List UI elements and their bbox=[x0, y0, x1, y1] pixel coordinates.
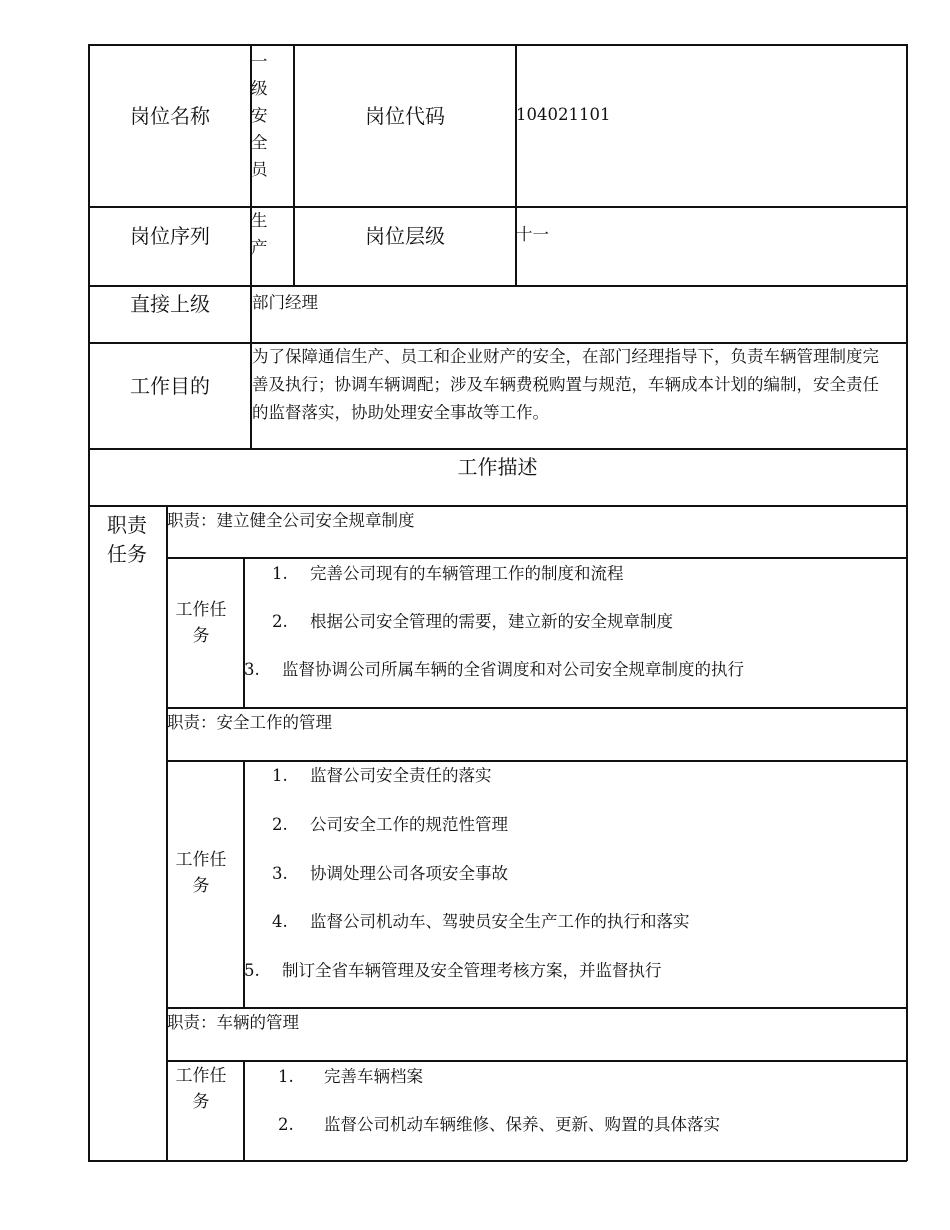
task-text: 协调处理公司各项安全事故 bbox=[310, 864, 508, 883]
supervisor-value: 部门经理 bbox=[252, 293, 318, 312]
task-label: 工作任务 bbox=[175, 850, 227, 896]
duty-title: 职责：车辆的管理 bbox=[167, 1013, 299, 1032]
task-item bbox=[272, 562, 624, 586]
col-divider bbox=[515, 44, 517, 286]
task-number: 4. bbox=[272, 912, 288, 931]
duty-title: 职责：建立健全公司安全规章制度 bbox=[167, 511, 415, 530]
post-level-value: 十一 bbox=[516, 225, 549, 244]
task-text: 监督公司机动车辆维修、保养、更新、购置的具体落实 bbox=[324, 1115, 720, 1134]
task-item bbox=[272, 764, 492, 788]
post-code-value: 104021101 bbox=[516, 105, 611, 124]
supervisor-label: 直接上级 bbox=[130, 292, 210, 316]
task-number: 1. bbox=[272, 564, 288, 583]
task-number: 5. bbox=[244, 961, 260, 980]
purpose-value: 为了保障通信生产、员工和企业财产的安全，在部门经理指导下，负责车辆管理制度完善及执行；协调车辆调配；涉及车辆费税购置与规范，车辆成本计划的编制，安全责任的监督落实，协助处理安全事故等工作。 bbox=[252, 347, 879, 422]
task-text: 完善车辆档案 bbox=[324, 1067, 423, 1086]
table-border-bottom bbox=[88, 1160, 907, 1162]
col-divider bbox=[243, 557, 245, 708]
post-series-label: 岗位序列 bbox=[130, 224, 210, 248]
table-border-top bbox=[88, 44, 907, 46]
task-item bbox=[278, 1065, 423, 1089]
row-divider bbox=[166, 557, 907, 559]
post-code-label: 岗位代码 bbox=[365, 104, 445, 128]
col-divider bbox=[166, 505, 168, 1161]
task-number: 1. bbox=[278, 1067, 294, 1086]
post-name-value: 一级安全员 bbox=[251, 52, 268, 179]
duties-label: 职责任务 bbox=[107, 513, 147, 566]
post-level-label: 岗位层级 bbox=[365, 224, 445, 248]
task-item bbox=[272, 813, 508, 837]
table-border-left bbox=[88, 44, 90, 1161]
task-label: 工作任务 bbox=[175, 600, 227, 646]
task-item bbox=[272, 910, 690, 934]
row-divider bbox=[166, 760, 907, 762]
task-text: 公司安全工作的规范性管理 bbox=[310, 815, 508, 834]
col-divider bbox=[243, 1060, 245, 1161]
row-divider bbox=[88, 285, 907, 287]
task-item bbox=[278, 1113, 720, 1137]
task-number: 2. bbox=[272, 815, 288, 834]
purpose-label: 工作目的 bbox=[130, 374, 210, 398]
task-item bbox=[272, 610, 673, 634]
task-item bbox=[244, 959, 662, 983]
post-series-value: 生产 bbox=[251, 211, 268, 257]
task-text: 监督协调公司所属车辆的全省调度和对公司安全规章制度的执行 bbox=[282, 660, 744, 679]
duty-title: 职责：安全工作的管理 bbox=[167, 713, 332, 732]
task-text: 根据公司安全管理的需要，建立新的安全规章制度 bbox=[310, 612, 673, 631]
task-number: 3. bbox=[244, 660, 260, 679]
col-divider bbox=[293, 44, 295, 286]
task-number: 3. bbox=[272, 864, 288, 883]
row-divider bbox=[88, 206, 907, 208]
row-divider bbox=[88, 448, 907, 450]
section-title: 工作描述 bbox=[457, 455, 538, 479]
post-name-label: 岗位名称 bbox=[130, 104, 210, 128]
task-item bbox=[244, 658, 744, 682]
row-divider bbox=[166, 1060, 907, 1062]
task-text: 制订全省车辆管理及安全管理考核方案，并监督执行 bbox=[282, 961, 662, 980]
task-text: 监督公司安全责任的落实 bbox=[310, 766, 492, 785]
table-border-right bbox=[906, 44, 908, 1161]
task-number: 2. bbox=[278, 1115, 294, 1134]
task-label: 工作任务 bbox=[175, 1066, 227, 1112]
task-item bbox=[272, 862, 508, 886]
task-number: 2. bbox=[272, 612, 288, 631]
task-text: 完善公司现有的车辆管理工作的制度和流程 bbox=[310, 564, 624, 583]
task-text: 监督公司机动车、驾驶员安全生产工作的执行和落实 bbox=[310, 912, 690, 931]
task-number: 1. bbox=[272, 766, 288, 785]
